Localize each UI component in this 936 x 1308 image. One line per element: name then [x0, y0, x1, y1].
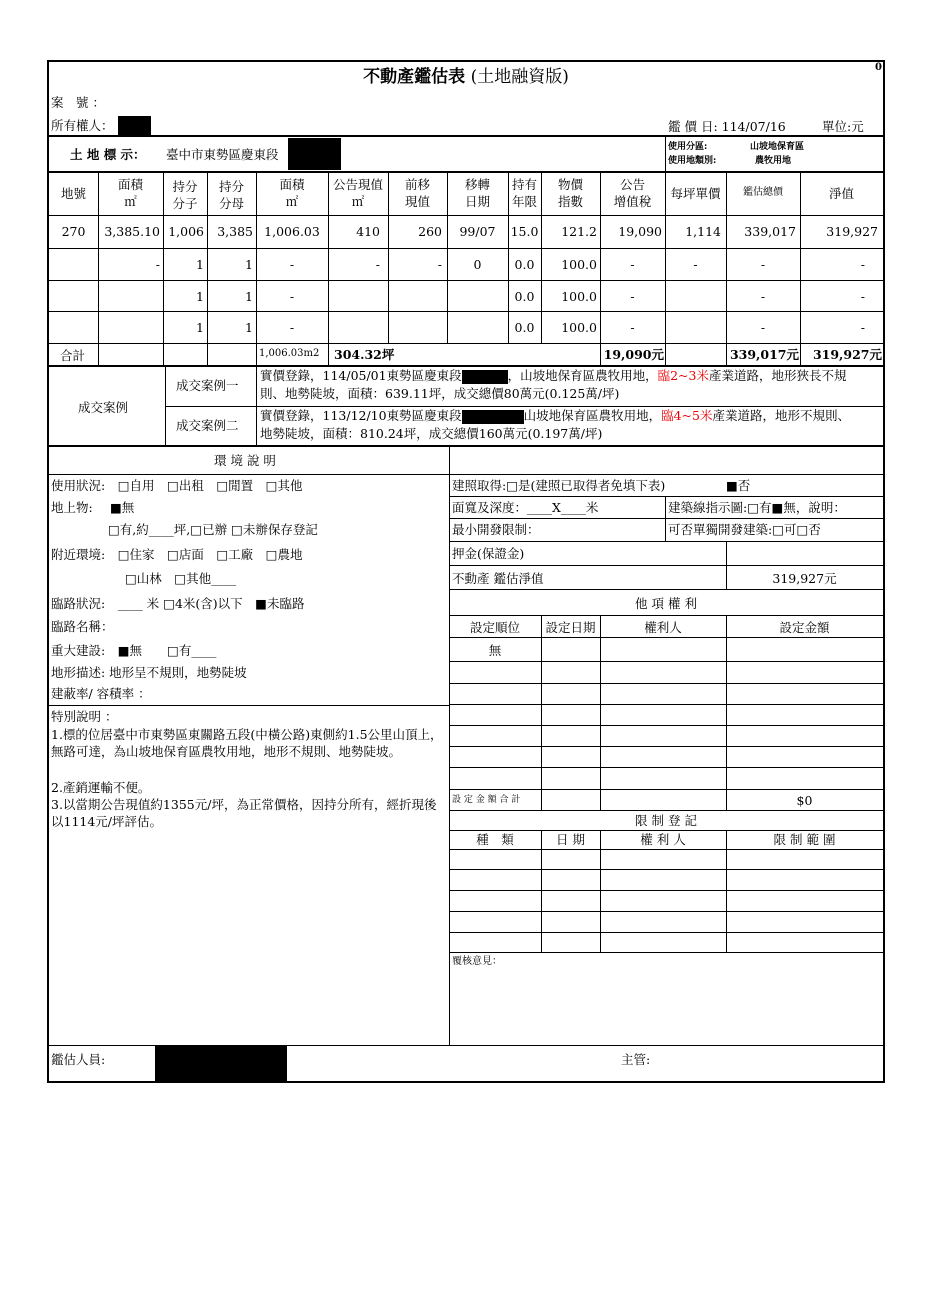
- divider: [449, 810, 883, 811]
- case1-text: 產業道路，地形狹長不規: [709, 368, 847, 383]
- divider: [49, 311, 883, 312]
- table-cell: -: [375, 257, 380, 272]
- divider: [449, 725, 883, 726]
- case2-text: 產業道路，地形不規則、: [712, 408, 851, 423]
- form-title: [49, 67, 883, 88]
- table-cell: 0.0: [514, 289, 535, 304]
- special-title: 特別說明 ：: [51, 709, 118, 724]
- header-cell: ㎡: [285, 194, 299, 209]
- table-cell: 15.0: [510, 224, 539, 239]
- min-dev: 最小開發限制：: [452, 522, 540, 537]
- or-header: 權利人: [644, 620, 682, 635]
- divider: [449, 952, 883, 953]
- divider: [49, 248, 883, 249]
- table-cell: -: [289, 257, 295, 272]
- divider: [49, 445, 883, 447]
- env-above-detail: □有,約____坪,□已辦 □未辦保存登記: [108, 522, 318, 537]
- land-label: 土 地 標 示：: [70, 147, 146, 162]
- header-cell: 公告: [619, 177, 645, 192]
- unit-label: 單位:元: [822, 119, 864, 134]
- divider: [449, 541, 883, 542]
- net-value: 319,927元: [772, 571, 837, 586]
- cases-label: 成交案例: [78, 400, 129, 415]
- header-cell: 年限: [511, 194, 537, 209]
- header-cell: 淨值: [828, 186, 854, 201]
- divider: [49, 705, 449, 706]
- or-header: 設定日期: [545, 620, 596, 635]
- divider: [49, 171, 883, 173]
- header-cell: ㎡: [124, 194, 137, 209]
- table-cell: -: [289, 289, 295, 304]
- case2-redaction: [462, 410, 524, 424]
- total-area: 1,006.03m2: [259, 348, 320, 359]
- rs-header: 權 利 人: [640, 832, 686, 847]
- table-cell: 0.0: [514, 257, 535, 272]
- special-note-3: 3.以當期公告現值約1355元/坪，為正常價格，因持分所有，經折現後以1114元/坪評估。: [51, 797, 437, 829]
- divider: [541, 831, 542, 952]
- case1-text: ，山坡地保育區農牧用地，: [507, 368, 658, 383]
- total-net: 319,927元: [812, 347, 882, 362]
- divider: [449, 849, 883, 850]
- table-cell: 3,385: [217, 224, 253, 239]
- permit-no: ■否: [726, 478, 751, 493]
- table-cell: 270: [61, 224, 86, 239]
- env-title: 環 境 說 明: [214, 453, 276, 468]
- header-cell: 面積: [117, 177, 143, 192]
- table-cell: 99/07: [459, 224, 496, 239]
- divider: [165, 406, 883, 407]
- divider: [449, 830, 883, 831]
- header-cell: 持分: [172, 179, 198, 194]
- table-cell: 1: [245, 289, 253, 304]
- case2-line1: [260, 408, 850, 424]
- table-cell: 260: [418, 224, 442, 239]
- table-cell: -: [630, 289, 635, 304]
- header-cell: 分子: [172, 196, 198, 211]
- title-suffix: (土地融資版): [470, 67, 569, 87]
- owner-label: 所有權人：: [51, 118, 114, 133]
- case1-text: 實價登錄，114/05/01東勢區慶東段: [260, 368, 462, 383]
- land-redaction: [288, 138, 341, 170]
- divider: [49, 280, 883, 281]
- env-nearby-2: □山林 □其他____: [125, 571, 237, 586]
- landuse-value: 農牧用地: [755, 156, 792, 166]
- net-value-label: 不動產 鑑估淨值: [452, 571, 544, 586]
- divider: [726, 831, 727, 952]
- or-first-value: 無: [488, 643, 502, 658]
- env-road: 臨路狀況: ____ 米 □4米(含)以下 ■未臨路: [51, 596, 305, 611]
- header-cell: 持分: [218, 179, 244, 194]
- restrict-title: 限 制 登 記: [635, 813, 697, 828]
- supervisor-label: 主管:: [621, 1052, 651, 1067]
- table-cell: 410: [356, 224, 380, 239]
- table-cell: -: [760, 320, 766, 335]
- appraisal-date: 鑑 價 日: 114/07/16: [668, 119, 786, 134]
- case1-line2: 則、地勢陡坡，面積：639.11坪，成交總價80萬元(0.125萬/坪): [260, 386, 620, 401]
- case1-line1: [260, 368, 847, 384]
- table-cell: -: [860, 320, 865, 335]
- table-cell: 100.0: [561, 257, 597, 272]
- case2-text: 山坡地保育區農牧用地，: [523, 408, 662, 423]
- special-note-1: 1.標的位居臺中市東勢區東關路五段(中橫公路)東側約1.5公里山頂上，無路可達，為山坡地保育區農牧用地，地形不規則、地勢陡坡。: [51, 727, 443, 759]
- divider: [449, 789, 883, 790]
- divider: [726, 616, 727, 811]
- table-cell: 1,114: [685, 224, 721, 239]
- table-cell: 19,090: [618, 224, 662, 239]
- landuse-label: 使用地類別:: [668, 156, 717, 166]
- land-location: 臺中市東勢區慶東段: [166, 147, 279, 162]
- total-value: 339,017元: [729, 347, 799, 362]
- divider: [449, 869, 883, 870]
- case1-redaction: [462, 370, 508, 384]
- table-cell: 0.0: [514, 320, 535, 335]
- case2-road: 臨4~5米: [661, 408, 713, 423]
- table-cell: -: [760, 257, 766, 272]
- zone-value: 山坡地保育區: [750, 142, 805, 152]
- appraiser-label: 鑑估人員:: [51, 1052, 106, 1067]
- zone-label: 使用分區:: [668, 142, 708, 152]
- divider: [449, 704, 883, 705]
- table-cell: 1: [196, 289, 204, 304]
- header-cell: ㎡: [351, 194, 365, 209]
- case2-line2: 地勢陡坡，面積：810.24坪，成交總價160萬元(0.197萬/坪): [260, 426, 603, 441]
- or-total: $0: [796, 793, 813, 808]
- table-cell: -: [437, 257, 442, 272]
- divider: [449, 683, 883, 684]
- env-nearby: 附近環境: □住家 □店面 □工廠 □農地: [51, 547, 303, 562]
- table-cell: -: [155, 257, 160, 272]
- table-cell: -: [693, 257, 698, 272]
- table-cell: 121.2: [561, 224, 597, 239]
- table-cell: 0: [473, 257, 482, 272]
- review-label: 覆核意見：: [452, 956, 502, 967]
- header-cell: 現值: [404, 194, 430, 209]
- header-cell: 增值稅: [613, 194, 652, 209]
- divider: [49, 343, 883, 344]
- header-cell: 分母: [218, 196, 244, 211]
- env-above-value: ■無: [110, 500, 135, 515]
- case1-label: 成交案例一: [176, 378, 239, 393]
- case2-label: 成交案例二: [176, 418, 239, 433]
- width-depth: 面寬及深度：____X____米: [452, 500, 599, 515]
- single-dev: 可否單獨開發建築:□可□否: [668, 522, 821, 537]
- total-ping: 304.32坪: [334, 347, 395, 362]
- case1-road: 臨2~3米: [657, 368, 709, 383]
- divider: [449, 746, 883, 747]
- divider: [49, 474, 449, 475]
- table-cell: -: [289, 320, 295, 335]
- table-cell: 1,006: [168, 224, 204, 239]
- table-cell: -: [630, 257, 635, 272]
- divider: [449, 637, 883, 638]
- divider: [449, 767, 883, 768]
- table-cell: 319,927: [826, 224, 878, 239]
- header-cell: 物價: [557, 177, 583, 192]
- table-cell: 100.0: [561, 320, 597, 335]
- divider: [449, 518, 883, 519]
- header-cell: 指數: [557, 194, 583, 209]
- env-major: 重大建設: ■無 □有____: [51, 643, 217, 658]
- env-usage: 使用狀況: □自用 □出租 □閒置 □其他: [51, 478, 303, 493]
- total-label: 合計: [60, 348, 86, 363]
- page-number: 0: [875, 62, 882, 73]
- divider: [665, 497, 666, 542]
- line-map: 建築線指示圖:□有■無，說明：: [668, 500, 846, 515]
- divider: [449, 890, 883, 891]
- table-cell: 1: [196, 257, 204, 272]
- divider: [449, 496, 883, 497]
- table-cell: 1: [196, 320, 204, 335]
- table-cell: 1,006.03: [264, 224, 320, 239]
- title-main: 不動產鑑估表: [363, 67, 466, 87]
- header-cell: 移轉: [464, 177, 490, 192]
- env-road-name: 臨路名稱：: [51, 619, 114, 634]
- or-total-label: 設 定 金 額 合 計: [452, 795, 521, 805]
- header-cell: 鑑估總價: [743, 187, 783, 198]
- header-cell: 公告現值: [332, 177, 383, 192]
- case-number-label: 案 號 ：: [51, 95, 105, 110]
- divider: [665, 136, 666, 172]
- divider: [449, 615, 883, 616]
- env-ratio: 建蔽率/ 容積率 ：: [51, 686, 151, 701]
- divider: [449, 589, 883, 590]
- header-cell: 每坪單價: [670, 186, 721, 201]
- divider: [449, 565, 883, 566]
- divider: [449, 661, 883, 662]
- table-cell: -: [630, 320, 635, 335]
- header-cell: 前移: [404, 177, 430, 192]
- or-header: 設定順位: [469, 620, 520, 635]
- permit-label: 建照取得:□是(建照已取得者免填下表): [452, 478, 666, 493]
- divider: [49, 365, 883, 367]
- header-cell: 持有: [511, 177, 537, 192]
- divider: [600, 616, 601, 811]
- table-cell: 339,017: [744, 224, 796, 239]
- table-cell: 100.0: [561, 289, 597, 304]
- divider: [600, 831, 601, 952]
- divider: [449, 932, 883, 933]
- divider: [449, 474, 883, 475]
- header-cell: 日期: [464, 194, 490, 209]
- env-above-label: 地上物:: [51, 500, 93, 515]
- rs-header: 日 期: [556, 832, 585, 847]
- table-cell: 3,385.10: [104, 224, 160, 239]
- rs-header: 限 制 範 圍: [773, 832, 836, 847]
- deposit-label: 押金(保證金): [452, 546, 525, 561]
- table-cell: 1: [245, 257, 253, 272]
- table-cell: -: [860, 257, 865, 272]
- owner-redaction: [118, 116, 151, 135]
- table-cell: -: [760, 289, 766, 304]
- special-note-2: 2.產銷運輸不便。: [51, 780, 151, 795]
- rs-header: 種 類: [476, 832, 514, 847]
- other-rights-title: 他 項 權 利: [635, 596, 697, 611]
- appraiser-redaction: [155, 1046, 287, 1082]
- header-cell: 面積: [279, 177, 305, 192]
- divider: [541, 616, 542, 811]
- table-cell: 1: [245, 320, 253, 335]
- total-tax: 19,090元: [603, 347, 664, 362]
- env-terrain: 地形描述: 地形呈不規則，地勢陡坡: [51, 665, 247, 680]
- case2-text: 實價登錄，113/12/10東勢區慶東段: [260, 408, 462, 423]
- divider: [449, 911, 883, 912]
- table-cell: -: [860, 289, 865, 304]
- divider: [49, 135, 883, 137]
- or-header: 設定金額: [779, 620, 830, 635]
- divider: [49, 215, 883, 216]
- header-cell: 地號: [60, 186, 86, 201]
